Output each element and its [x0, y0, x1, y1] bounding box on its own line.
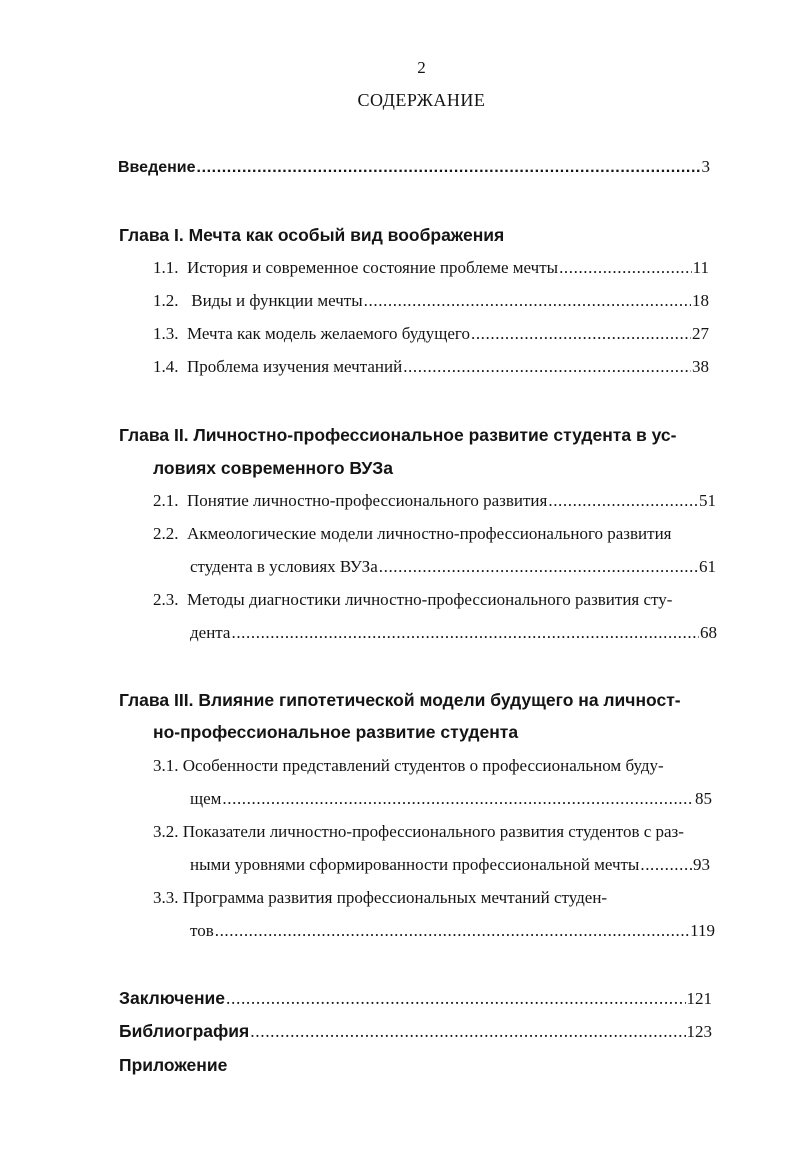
toc-entry-appendix[interactable]: Приложение — [119, 1055, 228, 1075]
toc-page: 3 — [701, 157, 710, 176]
toc-entry-2-2-line1[interactable] — [153, 524, 672, 544]
toc-page: 18 — [692, 291, 709, 310]
toc-label: Методы диагностики личностно-профессионального развития сту- — [187, 590, 673, 609]
toc-entry-2-3-line1[interactable] — [153, 590, 672, 610]
toc-entry-2-3-line2[interactable] — [190, 623, 717, 643]
toc-entry-3-1-line2[interactable] — [190, 789, 712, 809]
toc-page: 85 — [695, 789, 712, 808]
chapter-3-heading-line2[interactable]: но-профессиональное развитие студента — [153, 722, 519, 742]
toc-label: Введение — [118, 159, 196, 176]
toc-number: 1.1. — [153, 258, 179, 277]
toc-leader — [403, 357, 691, 377]
toc-page: 61 — [699, 557, 716, 576]
toc-label: Понятие личностно-профессионального развития — [187, 491, 548, 510]
toc-entry-3-2-line2[interactable] — [190, 855, 710, 875]
toc-leader — [215, 921, 689, 941]
toc-label: Мечта как модель желаемого будущего — [187, 324, 470, 343]
toc-page: 68 — [700, 623, 717, 642]
toc-leader — [471, 324, 691, 344]
toc-number: 3.3. — [153, 888, 179, 907]
toc-entry-1-4[interactable] — [153, 357, 709, 377]
toc-entry-3-1-line1[interactable] — [153, 756, 664, 776]
toc-leader — [640, 855, 692, 875]
toc-label: Особенности представлений студентов о профессиональном буду- — [182, 756, 664, 775]
toc-label: Виды и функции мечты — [191, 291, 363, 310]
toc-label: щем — [190, 789, 222, 808]
toc-label: Акмеологические модели личностно-профессионального развития — [187, 524, 672, 543]
page-title: СОДЕРЖАНИЕ — [357, 90, 486, 110]
toc-label: Проблема изучения мечтаний — [187, 357, 403, 376]
toc-leader — [379, 557, 698, 577]
toc-label: студента в условиях ВУЗа — [190, 557, 378, 576]
toc-entry-3-3-line1[interactable] — [153, 888, 607, 908]
toc-number: 2.3. — [153, 590, 179, 609]
toc-label: Показатели личностно-профессионального развития студентов с раз- — [182, 822, 684, 841]
toc-entry-2-1[interactable] — [153, 491, 716, 511]
toc-leader — [197, 159, 701, 177]
toc-number: 1.3. — [153, 324, 179, 343]
toc-leader — [559, 258, 692, 278]
toc-label: Библиография — [119, 1021, 250, 1041]
toc-entry-conclusion[interactable] — [119, 988, 712, 1009]
toc-label: Заключение — [119, 988, 226, 1008]
toc-page: 51 — [699, 491, 716, 510]
toc-entry-1-3[interactable] — [153, 324, 709, 344]
chapter-1-heading[interactable]: Глава I. Мечта как особый вид воображения — [119, 225, 505, 245]
toc-number: 2.1. — [153, 491, 179, 510]
toc-leader — [222, 789, 694, 809]
toc-page: 93 — [693, 855, 710, 874]
toc-label: История и современное состояние проблеме мечты — [187, 258, 559, 277]
toc-page: 121 — [686, 989, 712, 1008]
toc-leader — [250, 1021, 685, 1042]
chapter-2-heading-line2[interactable]: ловиях современного ВУЗа — [153, 458, 393, 478]
toc-leader — [364, 291, 691, 311]
toc-page: 27 — [692, 324, 709, 343]
toc-label: Программа развития профессиональных мечтаний студен- — [182, 888, 608, 907]
toc-number: 3.1. — [153, 756, 179, 775]
toc-label: ными уровнями сформированности профессиональной мечты — [190, 855, 640, 874]
toc-entry-1-1[interactable] — [153, 258, 709, 278]
toc-number: 1.2. — [153, 291, 179, 310]
toc-number: 1.4. — [153, 357, 179, 376]
toc-entry-1-2[interactable] — [153, 291, 709, 311]
chapter-2-heading-line1[interactable]: Глава II. Личностно-профессиональное развитие студента в ус- — [119, 425, 677, 445]
toc-entry-3-3-line2[interactable] — [190, 921, 715, 941]
toc-entry-bibliography[interactable] — [119, 1021, 712, 1042]
toc-number: 3.2. — [153, 822, 179, 841]
toc-leader — [548, 491, 698, 511]
toc-page: 38 — [692, 357, 709, 376]
chapter-3-heading-line1[interactable]: Глава III. Влияние гипотетической модели будущего на личност- — [119, 690, 681, 710]
toc-entry-2-2-line2[interactable] — [190, 557, 716, 577]
toc-leader — [226, 988, 685, 1009]
toc-page: 11 — [692, 258, 709, 277]
toc-entry-introduction[interactable] — [118, 157, 710, 177]
toc-leader — [231, 623, 699, 643]
toc-number: 2.2. — [153, 524, 179, 543]
toc-label: тов — [190, 921, 214, 940]
toc-page: 119 — [690, 921, 715, 940]
toc-entry-3-2-line1[interactable] — [153, 822, 684, 842]
toc-label: дента — [190, 623, 231, 642]
toc-page: 123 — [686, 1022, 712, 1041]
page-number: 2 — [417, 58, 426, 77]
